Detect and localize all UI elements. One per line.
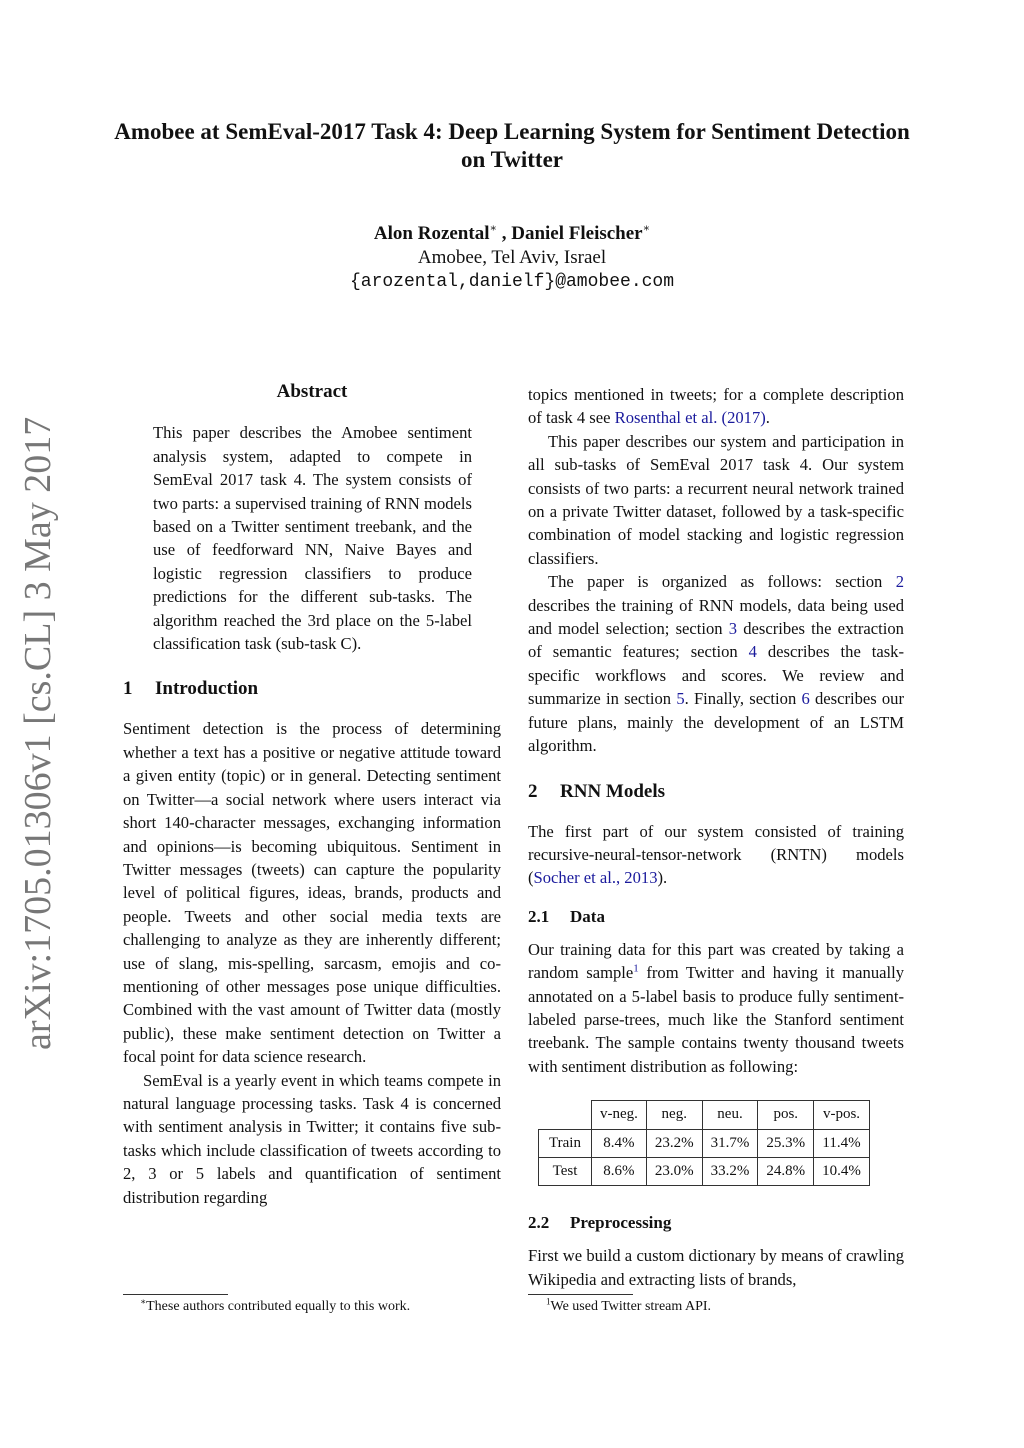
section-heading-introduction — [123, 677, 501, 701]
intro-paragraph-2: SemEval is a yearly event in which teams compete in natural language processing tasks. Task 4 is concerned with sentiment analysis in Twitter; it contains five sub-tasks which include classification of tweets according to 2, 3 or 5 labels and quantification of sentiment distribution regarding — [123, 1070, 501, 1207]
text-run: The first part of our system consisted of training recursive-neural-tensor-network (RNTN) models ( — [528, 821, 904, 888]
table-row — [539, 1157, 870, 1185]
abstract-text: This paper describes the Amobee sentiment analysis system, adapted to compete in SemEval 2017 task 4. The system consists of two parts: a supervised training of RNN models based on a Twitter sentiment treebank, and the use of feedforward NN, Naive Bayes and logistic regression classifiers to produce predictions for the different sub-tasks. The algorithm reached the 3rd place on the 5-label classification task (sub-task C). — [153, 423, 472, 654]
text-run: describes the task-specific workflows and scores. We review and summarize in section — [528, 642, 904, 709]
text-run: topics mentioned in tweets; for a complete description of task 4 see — [528, 385, 904, 428]
section-number: 1 — [123, 678, 133, 700]
table-cell: 33.2% — [702, 1157, 758, 1185]
section-ref-link[interactable]: 4 — [748, 642, 757, 662]
subsection-title: Data — [570, 906, 605, 926]
footnote-right — [546, 1298, 711, 1316]
data-paragraph-1 — [528, 938, 904, 1078]
table-cell: 11.4% — [814, 1129, 870, 1157]
author-block — [200, 222, 824, 294]
table-cell: 23.0% — [646, 1157, 702, 1185]
section-title: Introduction — [155, 678, 259, 700]
intro-paragraph-4 — [528, 570, 904, 757]
table-cell: 31.7% — [702, 1129, 758, 1157]
table-header-cell: v-pos. — [814, 1101, 870, 1129]
author-email[interactable]: {arozental,danielf}@amobee.com — [349, 272, 675, 292]
text-run: describes our future plans, mainly the development of an LSTM algorithm. — [528, 689, 905, 756]
text-run: from Twitter and having it manually annotated on a 5-label basis to produce fully sentiment-labeled parse-trees, much like the Stanford sentiment treebank. The sample contains twenty thousand tweets with sentiment distribution as following: — [528, 963, 905, 1076]
subsection-title: Preprocessing — [570, 1213, 672, 1233]
footnote-mark: ∗ — [140, 1296, 147, 1307]
text-run: Our training data for this part was created by taking a random sample — [528, 939, 904, 983]
text-run: . Finally, section — [684, 689, 797, 709]
subsection-number: 2.1 — [528, 906, 550, 926]
table-cell: 25.3% — [758, 1129, 814, 1157]
intro-paragraph-2-continued — [528, 383, 904, 430]
rnn-paragraph-1 — [528, 820, 904, 890]
author-names: Alon Rozental∗ , Daniel Fleischer∗ — [373, 222, 651, 244]
left-column — [123, 380, 501, 1209]
citation-link[interactable]: Rosenthal et al. (2017) — [614, 408, 766, 428]
footnote-text: These authors contributed equally to this work. — [146, 1299, 411, 1314]
table-row — [539, 1129, 870, 1157]
table-cell: 10.4% — [814, 1157, 870, 1185]
text-run: describes the extraction of semantic features; section — [528, 619, 904, 662]
section-ref-link[interactable]: 5 — [676, 689, 685, 709]
preprocessing-paragraph-1: First we build a custom dictionary by means of crawling Wikipedia and extracting lists of brands, — [528, 1246, 904, 1289]
footnote-left — [140, 1298, 410, 1316]
section-ref-link[interactable]: 2 — [895, 572, 904, 592]
text-run: The paper is organized as follows: section — [548, 572, 883, 592]
section-title: RNN Models — [560, 780, 666, 802]
section-heading-rnn-models — [528, 780, 904, 804]
intro-paragraph-3: This paper describes our system and participation in all sub-tasks of SemEval 2017 task 4. Our system consists of two parts: a recurrent neural network trained on a private Twitter dataset, followed by a task-specific combination of model stacking and logistic regression classifiers. — [528, 431, 904, 568]
citation-link[interactable]: Socher et al., 2013 — [533, 868, 658, 888]
text-run: describes the training of RNN models, data being used and model selection; section — [528, 595, 904, 639]
table-header-cell: v-neg. — [591, 1101, 646, 1129]
table-cell: 8.4% — [591, 1129, 646, 1157]
subsection-number: 2.2 — [528, 1213, 550, 1233]
text-run: ). — [657, 868, 668, 888]
author-2-mark: ∗ — [642, 222, 651, 235]
table-header-cell: neg. — [646, 1101, 702, 1129]
author-1-mark: ∗ — [489, 222, 497, 235]
footnote-text: We used Twitter stream API. — [550, 1299, 712, 1314]
section-number: 2 — [528, 780, 538, 802]
right-column — [528, 383, 904, 1291]
table-header-row — [539, 1101, 870, 1129]
footnote-ref-link[interactable]: 1 — [633, 962, 639, 975]
subsection-heading-data — [528, 906, 904, 928]
arxiv-stamp: arXiv:1705.01306v1 [cs.CL] 3 May 2017 — [17, 416, 59, 1050]
footnote-rule-left — [123, 1294, 228, 1295]
sentiment-distribution-table — [538, 1100, 870, 1186]
table-row-label: Train — [539, 1129, 592, 1157]
affiliation: Amobee, Tel Aviv, Israel — [417, 247, 607, 268]
table-cell: 23.2% — [646, 1129, 702, 1157]
author-1: Alon Rozental — [373, 223, 490, 244]
table-row-label: Test — [539, 1157, 592, 1185]
section-ref-link[interactable]: 3 — [728, 619, 738, 639]
author-2: Daniel Fleischer — [511, 223, 643, 244]
table-header-cell: pos. — [758, 1101, 814, 1129]
section-ref-link[interactable]: 6 — [801, 689, 810, 709]
intro-paragraph-1: Sentiment detection is the process of determining whether a text has a positive or negative attitude toward a given entity (topic) or in general. Detecting sentiment on Twitter—a social network where users interact via short 140-character messages, exchanging information and opinions—is becoming ubiquitous. Sentiment in Twitter messages (tweets) can capture the popularity level of political figures, ideas, brands, products and people. Tweets and other social media texts are challenging to analyze as they are inherently different; use of slang, mis-spelling, sarcasm, emojis and co-mentioning of other messages pose unique difficulties. Combined with the vast amount of Twitter data (mostly public), these make sentiment detection on Twitter a focal point for data science research. — [123, 719, 501, 1067]
abstract-heading: Abstract — [276, 381, 348, 402]
table-cell: 24.8% — [758, 1157, 814, 1185]
table-corner-cell — [539, 1101, 592, 1129]
text-run: . — [765, 408, 770, 428]
subsection-heading-preprocessing — [528, 1212, 904, 1234]
paper-title: Amobee at SemEval-2017 Task 4: Deep Learning System for Sentiment Detection on Twitter — [114, 119, 910, 172]
table-cell: 8.6% — [591, 1157, 646, 1185]
footnote-mark: 1 — [546, 1296, 551, 1307]
table-header-cell: neu. — [702, 1101, 758, 1129]
footnote-rule-right — [528, 1294, 633, 1295]
